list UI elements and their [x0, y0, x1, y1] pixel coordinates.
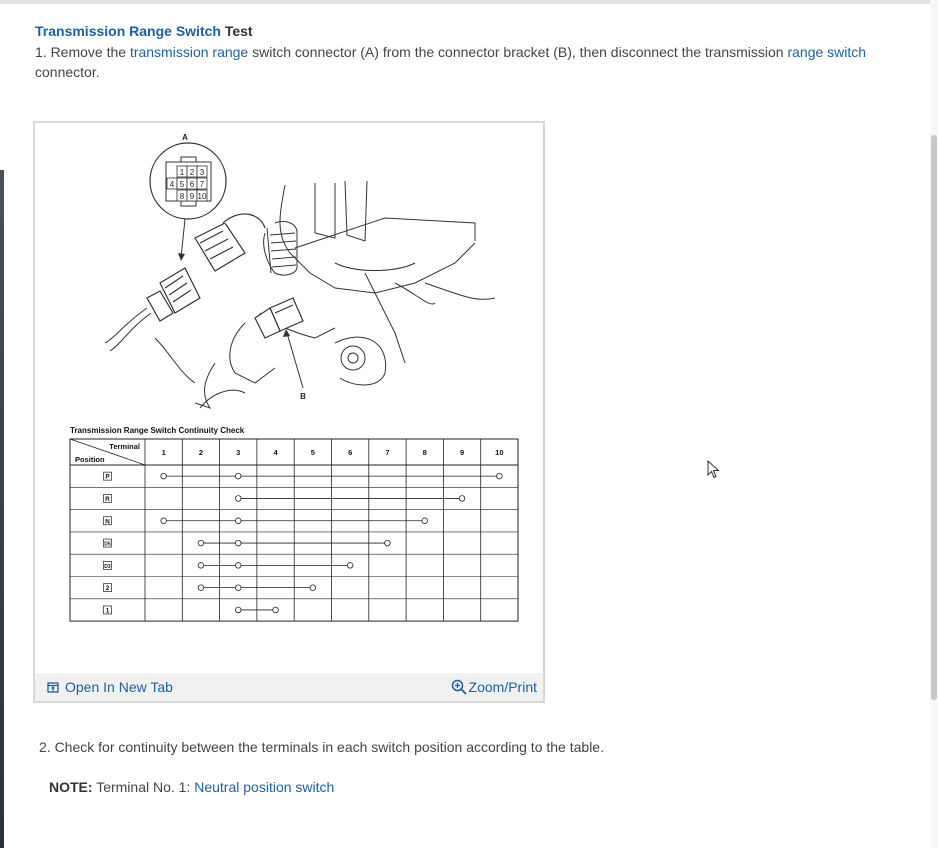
terminal-header: 2	[198, 448, 204, 457]
step-1	[35, 42, 895, 82]
connector-pin-label: 6	[189, 180, 195, 189]
neutral-position-switch-link[interactable]: Neutral position switch	[194, 779, 335, 795]
continuity-terminal	[198, 563, 204, 569]
connector-pin-label: 7	[199, 180, 205, 189]
note-text: Terminal No. 1:	[92, 779, 195, 795]
diagram-svg	[35, 123, 543, 671]
continuity-terminal	[235, 518, 241, 524]
label-b: B	[300, 392, 306, 401]
mouse-cursor-icon	[707, 460, 721, 480]
terminal-header: 8	[422, 448, 427, 457]
continuity-terminal	[161, 518, 167, 524]
terminal-header: 3	[236, 448, 241, 457]
continuity-terminal	[385, 540, 391, 546]
transmission-range-link[interactable]: transmission range	[129, 44, 249, 60]
position-label: N	[105, 518, 110, 526]
connector-pin-label: 1	[179, 168, 185, 177]
connector-pin-label: 3	[199, 168, 205, 177]
terminal-header: 5	[310, 448, 315, 457]
terminal-header: 9	[459, 448, 465, 457]
header-terminal: Terminal	[109, 442, 140, 451]
terminal-header: 6	[348, 448, 353, 457]
position-label: P	[105, 473, 110, 481]
leader-line-a	[181, 219, 185, 258]
position-label: 1	[105, 607, 110, 615]
continuity-terminal	[310, 585, 316, 591]
figure-image[interactable]	[35, 123, 543, 671]
connector-pin-label: 9	[189, 192, 195, 201]
zoom-icon	[451, 679, 467, 695]
article-content	[35, 22, 895, 82]
continuity-terminal	[347, 563, 353, 569]
continuity-terminal	[459, 496, 465, 502]
continuity-terminal	[235, 496, 241, 502]
figure-container	[33, 121, 545, 703]
continuity-table	[70, 439, 518, 621]
continuity-terminal	[422, 518, 428, 524]
step1-prefix: 1. Remove the	[35, 44, 130, 60]
continuity-terminal	[235, 473, 241, 479]
page-title	[35, 22, 895, 40]
title-suffix: Test	[220, 23, 253, 39]
terminal-header: 7	[385, 448, 390, 457]
terminal-header: 4	[273, 448, 278, 457]
position-label: 2	[105, 585, 110, 593]
top-border	[0, 0, 938, 4]
continuity-terminal	[273, 607, 279, 613]
scrollbar-thumb[interactable]	[931, 135, 937, 700]
continuity-terminal	[198, 540, 204, 546]
position-label: D5	[104, 541, 111, 548]
open-tab-label: Open In New Tab	[65, 679, 173, 695]
step1-suffix: connector.	[35, 64, 100, 80]
note-label: NOTE:	[49, 779, 93, 795]
connector-pin-label: 2	[189, 168, 195, 177]
connector-a	[147, 214, 265, 321]
continuity-terminal	[235, 585, 241, 591]
leader-arrow-a	[178, 253, 185, 261]
header-position: Position	[75, 455, 105, 464]
terminal-header: 10	[495, 448, 504, 457]
connector-pin-label: 8	[179, 192, 185, 201]
open-tab-icon	[47, 681, 59, 693]
connector-pin-label: 10	[197, 192, 207, 201]
continuity-terminal	[161, 473, 167, 479]
connector-pin-label: 4	[169, 180, 175, 189]
figure-footer	[35, 673, 543, 701]
scrollbar[interactable]	[930, 0, 938, 848]
harness-wire	[105, 308, 147, 343]
harness-wire-2	[110, 313, 151, 351]
table-title: Transmission Range Switch Continuity Check	[70, 426, 245, 435]
range-switch-link[interactable]: range switch	[787, 44, 867, 60]
step1-mid: switch connector (A) from the connector bracket (B), then disconnect the transmission	[248, 44, 788, 60]
connector-pin-label: 5	[179, 180, 185, 189]
title-link[interactable]: Transmission Range Switch	[35, 23, 221, 39]
terminal-header: 1	[161, 448, 166, 457]
zoom-print-label: Zoom/Print	[468, 679, 537, 695]
label-a: A	[182, 133, 188, 142]
position-label: D3	[104, 563, 111, 570]
continuity-terminal	[235, 607, 241, 613]
step-2: 2. Check for continuity between the terminals in each switch position according to the table.	[39, 739, 604, 755]
zoom-print-button[interactable]	[451, 679, 537, 695]
open-in-new-tab-button[interactable]	[47, 679, 173, 695]
window-edge	[0, 170, 4, 848]
position-label: R	[105, 495, 110, 503]
leader-arrow-b	[283, 329, 290, 337]
note	[49, 779, 334, 795]
continuity-terminal	[235, 540, 241, 546]
continuity-terminal	[497, 473, 503, 479]
leader-line-b	[287, 333, 303, 388]
continuity-terminal	[235, 563, 241, 569]
continuity-terminal	[198, 585, 204, 591]
